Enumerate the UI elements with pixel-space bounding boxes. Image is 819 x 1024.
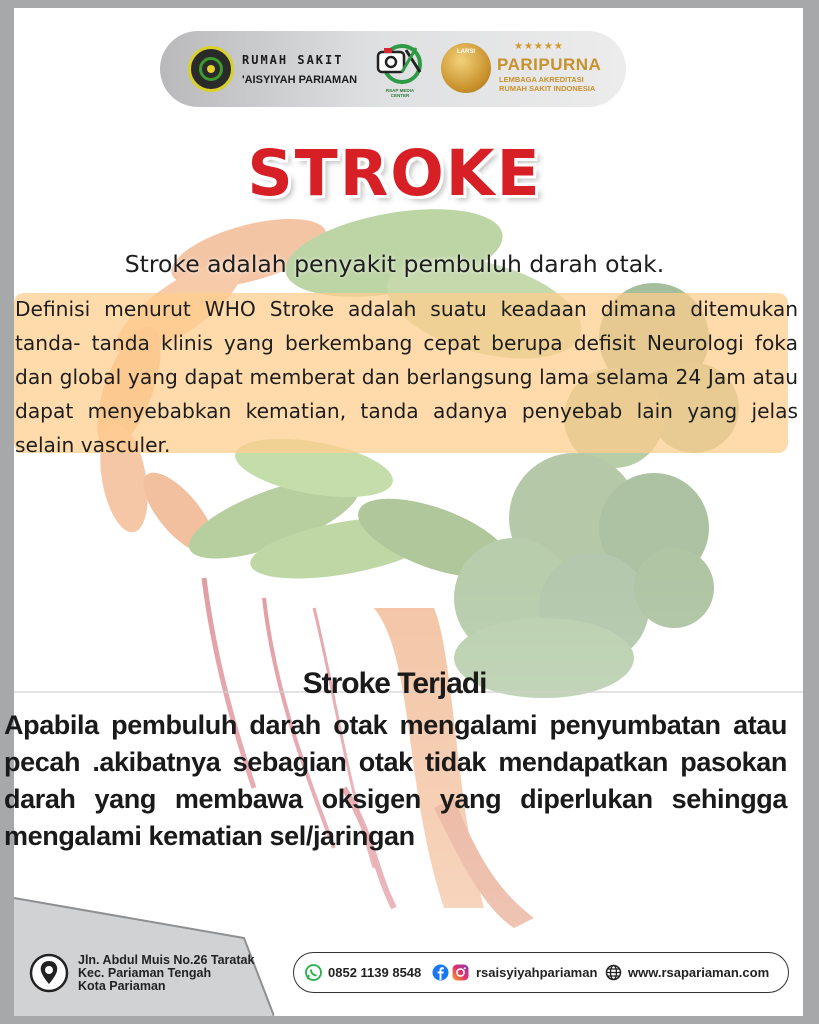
address-line-3: Kota Pariaman (78, 979, 166, 993)
website-link[interactable]: www.rsapariaman.com (628, 965, 770, 980)
page-title: STROKE (247, 137, 542, 210)
address-line-1: Jln. Abdul Muis No.26 Taratak (78, 953, 255, 967)
section-paragraph: Apabila pembuluh darah otak mengalami penyumbatan atau pecah .akibatnya sebagian otak tidak mendapatkan pasokan darah yang membawa oksigen yang diperlukan sehingga mengalami kematian sel/jaringan (4, 710, 787, 851)
social-handle[interactable]: rsaisyiyahpariaman (476, 965, 598, 980)
section-heading: Stroke Terjadi (302, 667, 487, 700)
hospital-logo (188, 46, 234, 92)
location-pin-icon (29, 953, 69, 993)
instagram-icon[interactable] (452, 964, 469, 981)
globe-icon (605, 964, 622, 981)
phone-number[interactable]: 0852 1139 8548 (328, 965, 422, 980)
hospital-name-line1: RUMAH SAKIT (242, 53, 344, 67)
accreditation-subtitle-2: RUMAH SAKIT INDONESIA (499, 84, 596, 93)
subtitle: Stroke adalah penyakit pembuluh darah otak. (124, 250, 665, 278)
definition-paragraph: Definisi menurut WHO Stroke adalah suatu keadaan dimana ditemukan tanda- tanda klinis yang berkembang cepat berupa defisit Neurologi foka dan global yang dapat memberat dan berlangsung lama selama 24 Jam atau dapat menyebabkan kematian, tanda adanya penyebab lain yang jelas selain vasculer. (15, 297, 798, 457)
hospital-name-line2: 'AISYIYAH PARIAMAN (242, 74, 358, 86)
accreditation-title: PARIPURNA (497, 55, 602, 74)
address-line-2: Kec. Pariaman Tengah (78, 966, 212, 980)
facebook-icon[interactable] (432, 964, 449, 981)
accreditation-stars: ★★★★★ (514, 41, 564, 52)
accreditation-subtitle-1: LEMBAGA AKREDITASI (499, 75, 584, 84)
larsi-label: LARSI (457, 49, 475, 55)
media-center-label: RSAP MEDIA CENTER (385, 88, 415, 98)
whatsapp-icon (305, 964, 322, 981)
